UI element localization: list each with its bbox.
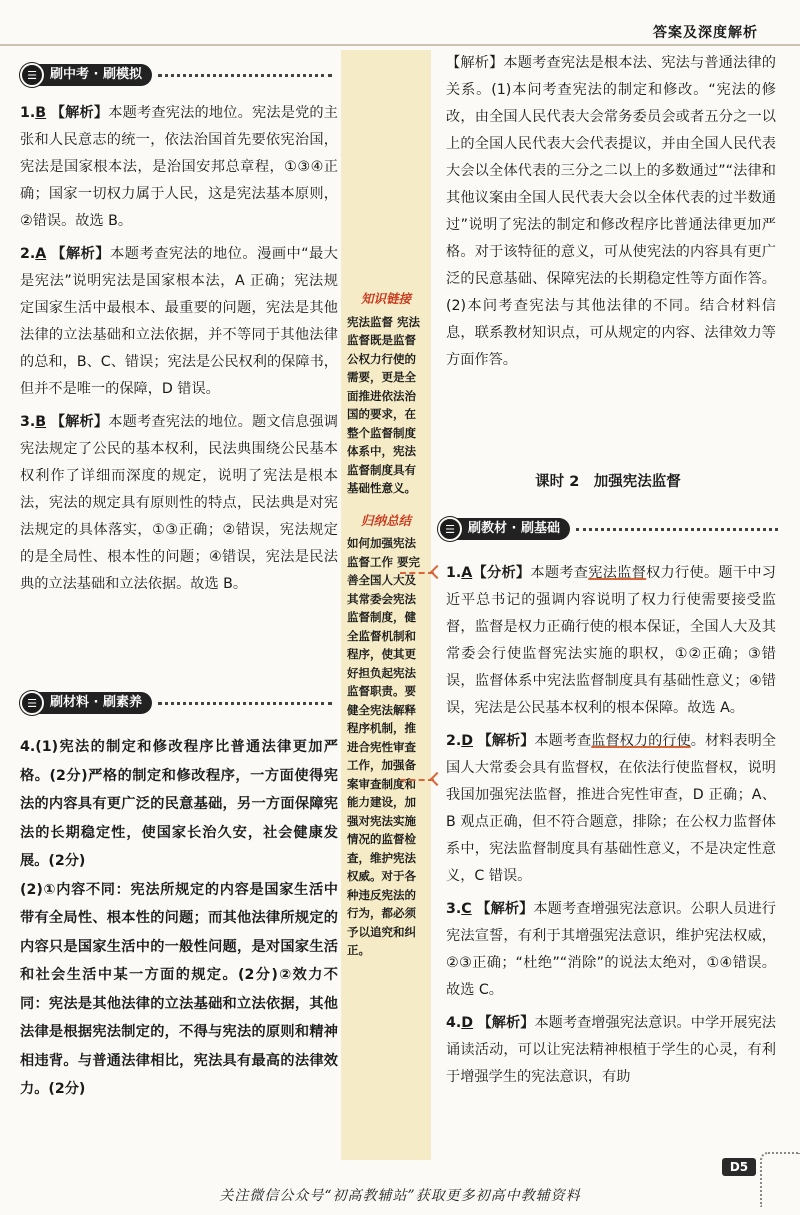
question-text: 本题考查宪法的地位。宪法是党的主张和人民意志的统一，依法治国首先要依宪治国，宪法是国家根本法，是治国安邦总章程，①③④正确；国家一切权力属于人民，这是宪法基本原则，②错误。故选 B。 (20, 105, 338, 229)
analysis-tag: 【解析】 (50, 105, 109, 121)
book-icon: ☰ (20, 63, 44, 87)
question-number: 1. (20, 105, 36, 121)
book-icon: ☰ (20, 691, 44, 715)
answer-letter: A (35, 246, 47, 262)
answer-text: (1)宪法的制定和修改程序比普通法律更加严格。(2分)严格的制定和修改程序，一方面使得宪法的内容具有更广泛的民意基础，另一方面保障宪法的长期稳定性，使国家长治久安，社会健康发展。(2分) (20, 739, 338, 869)
right-question-1 (446, 560, 776, 722)
arrow-marker-icon (430, 565, 444, 579)
section-label: 刷材料 · 刷素养 (36, 692, 152, 714)
question-4-part-1 (20, 733, 338, 876)
header-title: 答案及深度解析 (653, 25, 758, 41)
analysis-tag: 【解析】 (477, 1015, 535, 1031)
analysis-tag: 【解析】 (476, 901, 534, 917)
question-text-pre: 本题考查 (530, 565, 589, 581)
question-number: 3. (446, 901, 462, 917)
section-label: 刷教材 · 刷基础 (454, 518, 570, 540)
lesson-title: 课时 2 加强宪法监督 (535, 474, 681, 490)
question-number: 3. (20, 414, 36, 430)
question-text-pre: 本题考查 (534, 733, 592, 749)
sidebar-summary-text: 如何加强宪法监督工作 要完善全国人大及其常委会宪法监督制度，健全监督机制和程序，使其更好担负起宪法监督职责。要健全宪法解释程序机制，推进合宪性审查工作，加强备案审查制度和能力建设，加强对宪法实施情况的监督检查，维护宪法权威。对于各种违反宪法的行为，都必须予以追究和纠正。 (347, 536, 421, 957)
left-column-upper (20, 100, 338, 598)
question-4-analysis: 【解析】本题考查宪法是根本法、宪法与普通法律的关系。(1)本问考查宪法的制定和修改。“宪法的修改，由全国人民代表大会常务委员会或者五分之一以上的全国人民代表大会代表提议，并由全国人民代表大会以全体代表的三分之二以上的多数通过”“法律和其他议案由全国人民代表大会以全体代表的过半数通过”说明了宪法的制定和修改程序比普通法律更加严格。对于该特征的意义，可从使宪法的内容具有更广泛的民意基础、保障宪法的长期稳定性等方面作答。(2)本问考查宪法与其他法律的不同。结合材料信息，联系教材知识点，可从规定的内容、法律效力等方面作答。 (446, 55, 776, 368)
question-number: 4. (20, 739, 36, 755)
dotted-rule (576, 528, 778, 531)
question-text: 本题考查宪法的地位。漫画中“最大是宪法”说明宪法是国家根本法，A 正确；宪法规定国家生活中最根本、最重要的问题，宪法是其他法律的立法基础和立法依据，并不等同于其他法律的总和，B、C、错误；宪法是公民权利的保障书，但并不是唯一的保障，D 错误。 (20, 246, 338, 397)
arrow-marker-icon (430, 772, 444, 786)
question-text: 。材料表明全国人大常委会具有监督权，在依法行使监督权，说明我国加强宪法监督，推进合宪性审查，D 正确；A、B 观点正确，但不符合题意，排除；在公权力监督体系中，宪法监督制度具有基础性意义，不是决定性意义，C 错误。 (446, 733, 776, 884)
analysis-tag: 【分析】 (472, 565, 531, 581)
section-tag-textbook (438, 516, 778, 542)
footer-note: 关注微信公众号“初高教辅站”获取更多初高中教辅资料 (219, 1188, 581, 1204)
answer-letter: C (461, 901, 472, 917)
answer-letter: B (35, 105, 47, 121)
answer-text: (2)①内容不同：宪法所规定的内容是国家生活中带有全局性、根本性的问题；而其他法律所规定的内容只是国家生活中的一般性问题，是对国家生活和社会生活中某一方面的规定。(2分)②效力不同：宪法是其他法律的立法基础和立法依据，其他法律是根据宪法制定的，不得与宪法的原则和精神相违背。与普通法律相比，宪法具有最高的法律效力。(2分) (20, 881, 338, 1097)
right-column-lower (446, 560, 776, 1091)
sidebar-heading-knowledge-link: 知识链接 (360, 291, 411, 306)
knowledge-sidebar (341, 50, 431, 1160)
question-number: 2. (446, 733, 462, 749)
question-number: 1. (446, 565, 462, 581)
book-icon: ☰ (438, 517, 462, 541)
answer-letter: A (461, 565, 473, 581)
section-tag-mock-exam (20, 62, 332, 88)
header-divider (0, 44, 800, 46)
question-text: 本题考查宪法的地位。题文信息强调宪法规定了公民的基本权利，民法典围绕公民基本权利作了详细而深度的规定，说明了宪法是根本法，宪法的规定具有原则性的特点，民法典是对宪法规定的具体落实，①③正确；②错误，宪法规定的是全局性、根本性的问题；④错误，宪法是民法典的立法基础和立法依据。故选 B。 (20, 414, 338, 592)
dotted-rule (158, 74, 332, 77)
right-question-2 (446, 728, 776, 890)
question-text: 权力行使。题干中习近平总书记的强调内容说明了权力行使需要接受监督，监督是权力正确行使的根本保证，全国人大及其常委会行使监督宪法实施的职权，①②正确；③错误，监督体系中宪法监督制度具有基础性意义；④错误，宪法是公民基本权利的根本保障。故选 A。 (446, 565, 776, 716)
link-line (400, 572, 434, 574)
question-text: 本题考查增强宪法意识。公职人员进行宪法宣誓，有利于其增强宪法意识，维护宪法权威，②③正确；“杜绝”“消除”的说法太绝对，①④错误。故选 C。 (446, 901, 776, 998)
question-1 (20, 100, 338, 235)
left-column-lower (20, 733, 338, 1104)
highlighted-text: 监督权力的行使 (591, 733, 691, 749)
right-question-4 (446, 1010, 776, 1091)
section-label: 刷中考 · 刷模拟 (36, 64, 152, 86)
question-number: 2. (20, 246, 36, 262)
question-3 (20, 409, 338, 598)
link-line (400, 779, 434, 781)
analysis-tag: 【解析】 (477, 733, 535, 749)
right-question-3 (446, 896, 776, 1004)
page-number: D5 (722, 1158, 756, 1176)
dotted-rule (158, 702, 332, 705)
analysis-tag: 【解析】 (51, 246, 111, 262)
question-number: 4. (446, 1015, 462, 1031)
question-2 (20, 241, 338, 403)
question-text: 本题考查增强宪法意识。中学开展宪法诵读活动，可以让宪法精神根植于学生的心灵，有利于增强学生的宪法意识，有助 (446, 1015, 776, 1085)
sidebar-heading-summary: 归纳总结 (360, 512, 411, 528)
section-tag-material (20, 690, 332, 716)
right-column-upper (446, 50, 776, 374)
answer-letter: D (461, 733, 474, 749)
analysis-tag: 【解析】 (50, 414, 109, 430)
answer-letter: D (461, 1015, 474, 1031)
answer-letter: B (35, 414, 47, 430)
sidebar-knowledge-text: 宪法监督 宪法监督既是监督公权力行使的需要，更是全面推进依法治国的要求，在整个监督制度体系中，宪法监督制度具有基础性意义。 (347, 314, 421, 495)
question-4-part-2 (20, 876, 338, 1104)
highlighted-text: 宪法监督 (588, 565, 647, 581)
